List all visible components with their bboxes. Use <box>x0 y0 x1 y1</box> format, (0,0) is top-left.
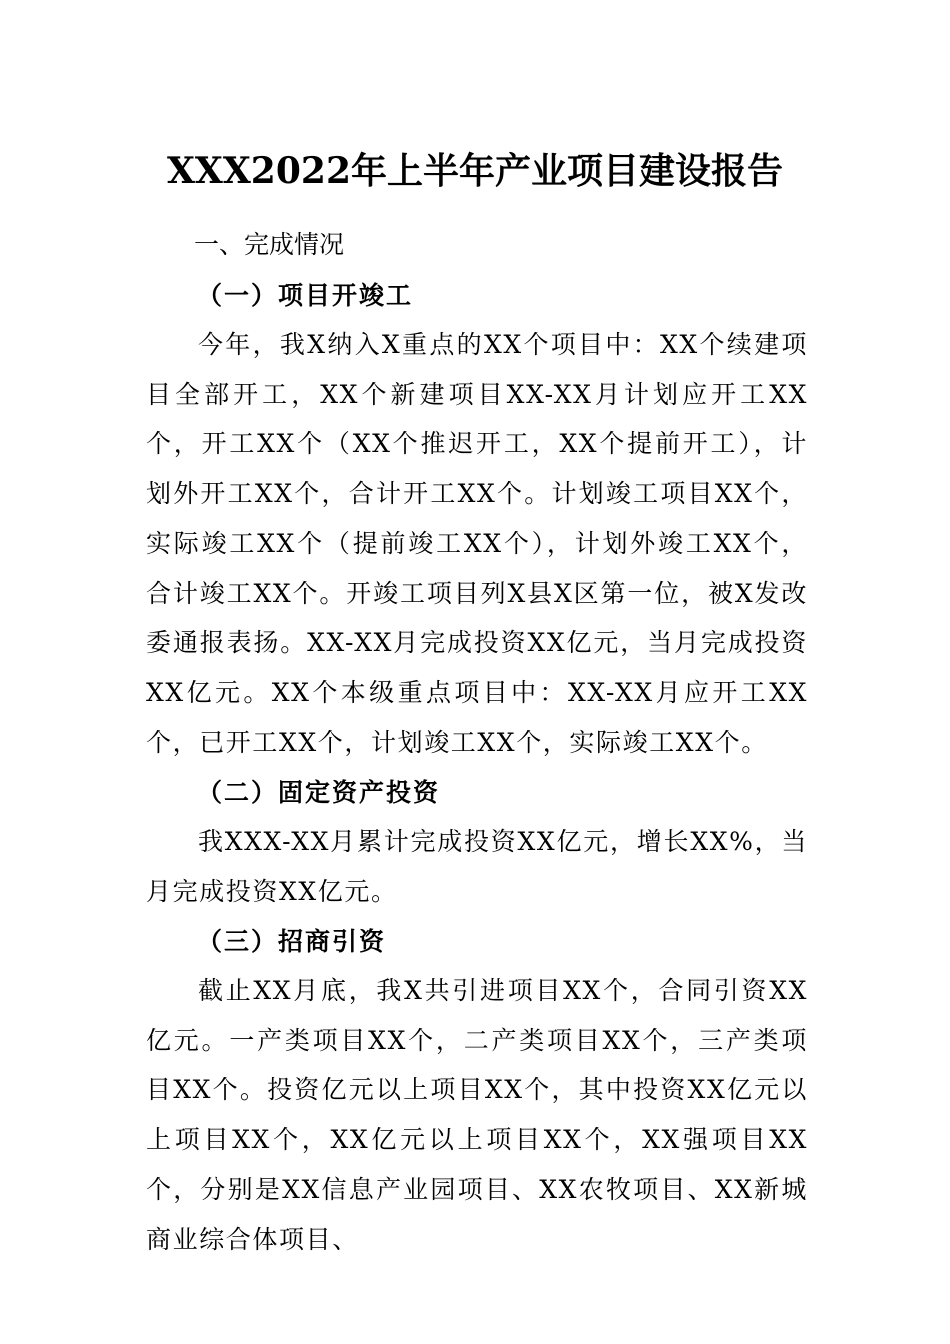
subheading-fixed-asset-investment: （二）固定资产投资 <box>197 778 441 807</box>
subheading-investment-attraction: （三）招商引资 <box>197 927 387 956</box>
document-title: XXX2022年上半年产业项目建设报告 <box>167 150 783 192</box>
paragraph-investment-attraction: 截止XX月底，我X共引进项目XX个，合同引资XX亿元。一产类项目XX个，二产类项目XX个，三产类项目XX个。投资亿元以上项目XX个，其中投资XX亿元以上项目XX个，XX亿元以上项目XX个，XX强项目XX个，分别是XX信息产业园项目、XX农牧项目、XX新城商业综合体项目、 <box>146 976 808 1254</box>
paragraph-project-start-completion: 今年，我X纳入X重点的XX个项目中：XX个续建项目全部开工，XX个新建项目XX-XX月计划应开工XX个，开工XX个（XX个推迟开工，XX个提前开工），计划外开工XX个，合计开工XX个。计划竣工项目XX个，实际竣工XX个（提前竣工XX个），计划外竣工XX个，合计竣工XX个。开竣工项目列X县X区第一位，被X发改委通报表扬。XX-XX月完成投资XX亿元，当月完成投资XX亿元。XX个本级重点项目中：XX-XX月应开工XX个，已开工XX个，计划竣工XX个，实际竣工XX个。 <box>146 330 808 757</box>
subheading-project-start-completion: （一）项目开竣工 <box>197 281 414 310</box>
section-heading-completion: 一、完成情况 <box>194 230 345 259</box>
paragraph-fixed-asset-investment: 我XXX-XX月累计完成投资XX亿元，增长XX%，当月完成投资XX亿元。 <box>146 827 808 906</box>
